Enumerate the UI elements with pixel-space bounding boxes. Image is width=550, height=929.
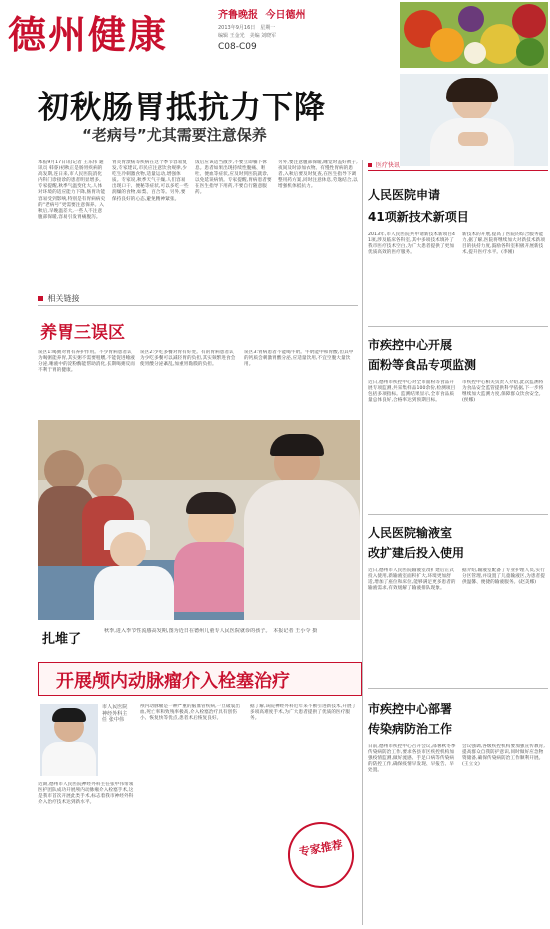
sidebar-label-text: 医疗快讯 [375, 162, 400, 169]
clinic-photo [38, 420, 360, 620]
aneurysm-doctor: 市人民医院神经外科主任 张中伟 [102, 704, 128, 723]
news1-col-1: 2013年,市人民医院共申请新技术新项目41项,涉及临床各科室,其中多项技术填补了我市医疗技术空白,为广大患者提供了更加优质高效的医疗服务。 [368, 232, 456, 256]
brand-left: 齐鲁晚报 [218, 10, 258, 21]
editor-line: 编辑 王金光 美编 刘晓军 [218, 33, 277, 39]
date-line: 2013年9月16日 星期一 [218, 25, 276, 31]
news4-headline-1: 市疾控中心部署 [368, 702, 453, 716]
gut-col-3: 误区3:胃病患者不能喝牛奶。牛奶能中和胃酸,但其中的钙质会刺激胃酸分泌,应适量饮用,不宜空腹大量饮用。 [244, 350, 354, 368]
column-divider [362, 160, 363, 925]
aneurysm-headline: 开展颅内动脉瘤介入栓塞治疗 [56, 671, 290, 692]
photo-caption-text: 秋季,进入季节性流感高发期,图为近日在德州儿童专人民医院就诊的孩子。 本报记者 王小令 摄 [104, 628, 318, 634]
expert-stamp [283, 817, 359, 893]
lead-col-2: 胃炎胃溃疡等疾病在这个季节容易复发,专家建议,市民应注意饮食规律,少吃生冷刺激食物,适量运动,增强体质。专家说,秋季天气干燥,人们容易出现口干、便秘等症状,可以多吃一些润燥的食物,如梨、百合等。另外,要保持良好的心态,避免精神紧张。 [112, 160, 189, 202]
lead-headline: 初秋肠胃抵抗力下降 [38, 90, 326, 126]
related-link-label [38, 293, 80, 304]
page-numbers: C08-C09 [218, 42, 257, 52]
aneurysm-col-3: 据了解,该院神经外科近年来不断引进新技术,开展了多项高难度手术,为广大患者提供了优质的医疗服务。 [250, 704, 357, 722]
news3-headline-1: 人民医院输液室 [368, 526, 453, 540]
link-marker-icon [38, 296, 43, 301]
gut-col-2: 误区2:少吃多餐对胃有好处。有的胃病患者认为少吃多餐可以减轻胃的负担,其实频繁进食会使胃酸分泌紊乱,加重胃黏膜的负担。 [140, 350, 236, 368]
sidebar-marker-icon [368, 163, 372, 167]
masthead-title: 德州健康 [8, 12, 169, 57]
gut-headline: 养胃三误区 [40, 323, 125, 343]
news4-headline-2: 传染病防治工作 [368, 722, 453, 736]
aneurysm-col-1: 近期,德州市人民医院神经外科主任张中伟带领医护团队成功开展颅内动脉瘤介入栓塞手术,这是我市首次开展此类手术,标志着我市神经外科介入治疗技术达到新水平。 [38, 782, 134, 806]
news1-headline-1: 人民医院申请 [368, 188, 441, 202]
sidebar-label [368, 160, 400, 169]
lead-col-3: 饭后应该适当散步,不要立即躺下休息。患者如果出现持续性腹痛、呕吐、便血等症状,应及时到医院就诊,以免延误病情。专家提醒,胃病患者要在医生指导下用药,不要自行随意服药。 [195, 160, 272, 196]
lead-subhead: “老病号”尤其需要注意保养 [82, 126, 267, 144]
doctor-photo [40, 704, 98, 776]
news1-headline-2: 41项新技术新项目 [368, 210, 469, 224]
news3-col-2: 据介绍,输液室配备了专业护理人员,实行分区管理,并设置了儿童输液区,为患者提供温馨、便捷的输液服务。(赵美娜) [462, 568, 545, 586]
gut-col-1: 误区1:喝粥对胃有养护作用。不少胃病患者认为喝粥能养胃,其实粥不需要咀嚼,不能促进唾液分泌,唾液中的淀粉酶能帮助消化,长期喝粥反而不利于胃的健康。 [38, 350, 135, 374]
brand-right: 今日德州 [265, 10, 306, 21]
news1-col-2: 新技术的开展,提高了医院的综合服务能力,据了解,医院将继续加大对新技术新项目的扶持力度,鼓励各科室积极开展新技术,提升医疗水平。(李刚) [462, 232, 545, 256]
photo-caption-title: 扎堆了 [42, 632, 82, 647]
news2-headline-2: 面粉等食品专项监测 [368, 358, 477, 372]
news2-headline-1: 市疾控中心开展 [368, 338, 453, 352]
news4-col-2: 会议强调,各级疾控机构要加强宣传教育,提高群众自我防护意识,同时做好应急物资储备,确保传染病防治工作顺利开展。(王立文) [462, 744, 545, 768]
news4-col-1: 日前,德州市疾控中心召开会议,部署秋冬季传染病防治工作,要求各县市区疾控机构加强疫情监测,做好流感、手足口病等传染病的防控工作,确保疫情早发现、早报告、早处置。 [368, 744, 456, 774]
aneurysm-col-2: 颅内动脉瘤是一种严重的脑血管疾病,一旦破裂出血,死亡率和致残率极高,介入栓塞治疗具有创伤小、恢复快等优点,患者术后恢复良好。 [140, 704, 241, 722]
news3-col-1: 近日,德州市人民医院输液室改扩建后正式投入使用,新输液室面积扩大,环境更加舒适,增加了座位和床位,能够满足更多患者的输液需求,有效缓解了输液排队现象。 [368, 568, 456, 592]
stamp-text: 专家推荐 [298, 838, 344, 859]
news2-col-2: 市疾控中心相关负责人介绍,此次监测将为食品安全监管提供科学依据,下一步将继续加大监测力度,保障群众饮食安全。(侯娜) [462, 380, 544, 404]
masthead [0, 0, 550, 72]
lead-col-4: 另外,要注意腹部保暖,睡觉时盖好被子,夜间及时添加衣物。有慢性胃病的患者,入秋后要及时复查,在医生指导下调整用药方案,同时注意休息,劳逸结合,以增强机体抵抗力。 [278, 160, 358, 190]
vegetables-photo [400, 2, 548, 68]
stomachache-photo [400, 74, 548, 166]
related-link-text: 相关链接 [47, 294, 80, 303]
news3-headline-2: 改扩建后投入使用 [368, 546, 465, 560]
news2-col-1: 近日,德州市疾控中心对全市面粉等食品开展专项监测,共采集样品100余份,检测项目包括多项指标。监测结果显示,全市食品质量总体良好,合格率达到预期目标。 [368, 380, 456, 404]
masthead-brand [218, 6, 305, 21]
lead-col-1: 本报9月17日讯(记者 王乐伟 通讯员 韩睿)初秋正是肠胃疾病的高发期,连日来,市人民医院消化内科门诊接诊的患者明显增多。专家提醒,秋季气温变化大,人体对环境的适应能力下降,肠胃功能容易受到影响,特别是有胃病病史的“老病号”更需要注意保养。入秋后,早晚温差大,一些人不注意腹部保暖,容易引发胃痛腹泻。 [38, 160, 106, 220]
